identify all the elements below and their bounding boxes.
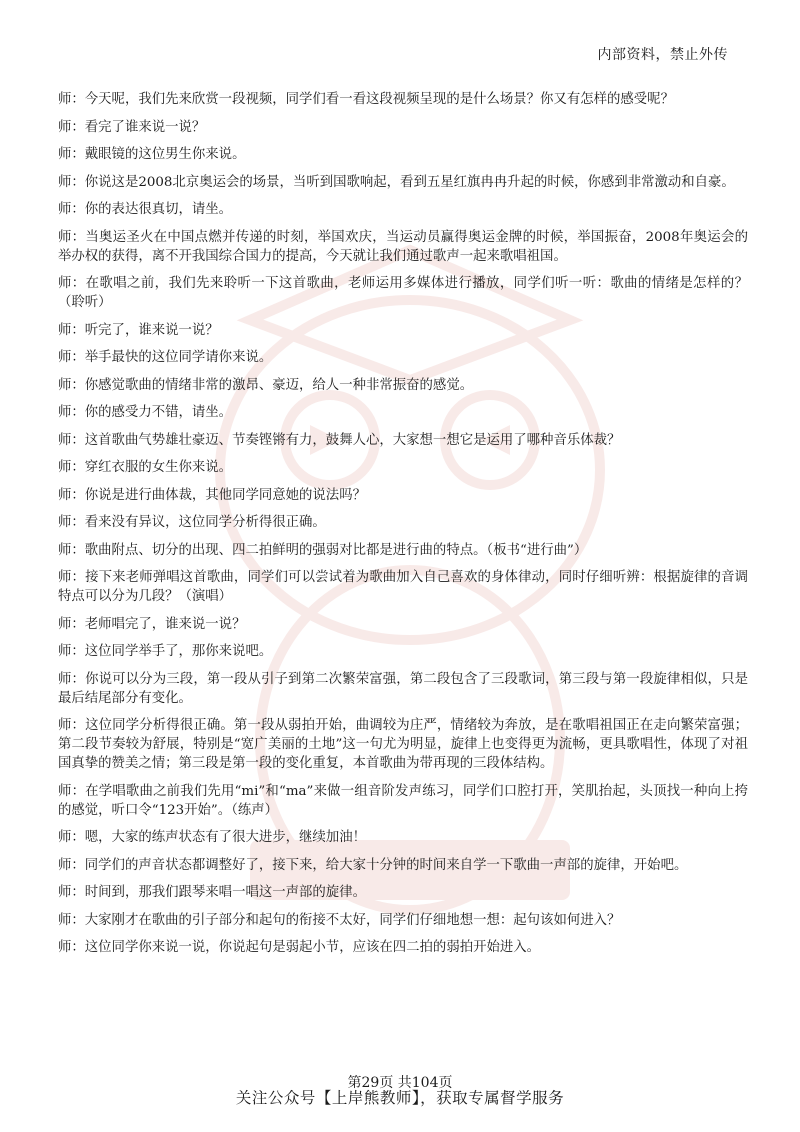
dialogue-line: 师：举手最快的这位同学请你来说。 [58, 350, 273, 365]
dialogue-line: 师：同学们的声音状态都调整好了，接下来，给大家十分钟的时间来自学一下歌曲一声部的旋律，开始吧。 [58, 857, 688, 873]
confidential-note: 内部资料，禁止外传 [597, 47, 728, 63]
dialogue-line: 师：你的表达很真切，请坐。 [58, 202, 233, 217]
dialogue-line: 师：接下来老师弹唱这首歌曲，同学们可以尝试着为歌曲加入自己喜欢的身体律动，同时仔细听辨：根据旋律的音调特点可以分为几段？（演唱） [58, 570, 748, 604]
dialogue-line: 师：这首歌曲气势雄壮豪迈、节奏铿锵有力，鼓舞人心，大家想一想它是运用了哪种音乐体裁？ [58, 432, 621, 448]
dialogue-line: 师：听完了，谁来说一说？ [58, 322, 219, 338]
dialogue-line: 师：大家刚才在歌曲的引子部分和起句的衔接不太好，同学们仔细地想一想：起句该如何进入？ [58, 912, 621, 928]
dialogue-line: 师：戴眼镜的这位男生你来说。 [58, 147, 246, 162]
dialogue-line: 师：时间到，那我们跟琴来唱一唱这一声部的旋律。 [58, 885, 366, 900]
dialogue-line: 师：你说这是2008北京奥运会的场景，当听到国歌响起，看到五星红旗冉冉升起的时候，你感到非常激动和自豪。 [58, 174, 735, 190]
dialogue-line: 师：老师唱完了，谁来说一说？ [58, 616, 246, 632]
page-number: 第29页 共104页 [347, 1075, 453, 1091]
dialogue-line: 师：今天呢，我们先来欣赏一段视频，同学们看一看这段视频呈现的是什么场景？你又有怎样的感受呢？ [58, 92, 674, 107]
dialogue-line: 师：嗯，大家的练声状态有了很大进步，继续加油！ [58, 830, 366, 845]
dialogue-line: 师：你说是进行曲体裁，其他同学同意她的说法吗？ [58, 487, 366, 503]
dialogue-line: 师：你的感受力不错，请坐。 [58, 405, 233, 420]
dialogue-line: 师：这位同学举手了，那你来说吧。 [58, 644, 273, 659]
promo-text: 关注公众号【上岸熊教师】，获取专属督学服务 [235, 1089, 565, 1107]
dialogue-line: 师：穿红衣服的女生你来说。 [58, 460, 233, 475]
dialogue-line: 师：看完了谁来说一说？ [58, 119, 206, 135]
dialogue-line: 师：在歌唱之前，我们先来聆听一下这首歌曲，老师运用多媒体进行播放，同学们听一听：歌曲的情绪是怎样的？（聆听） [58, 276, 748, 310]
dialogue-body [58, 90, 748, 966]
dialogue-line: 师：当奥运圣火在中国点燃并传递的时刻，举国欢庆，当运动员赢得奥运金牌的时候，举国振奋，2008年奥运会的举办权的获得，离不开我国综合国力的提高，今天就让我们通过歌声一起来歌唱祖国。 [58, 229, 748, 264]
dialogue-line: 师：在学唱歌曲之前我们先用“mi”和“ma”来做一组音阶发声练习，同学们口腔打开，笑肌抬起，头顶找一种向上挎的感觉，听口令“123开始”。（练声） [58, 783, 748, 818]
dialogue-line: 师：这位同学分析得很正确。第一段从弱拍开始，曲调较为庄严，情绪较为奔放，是在歌唱祖国正在走向繁荣富强；第二段节奏较为舒展，特别是“宽广美丽的土地”这一句尤为明显，旋律上也变得更为流畅，更具歌唱性，体现了对祖国真挚的赞美之情；第三段是第一段的变化重复，本首歌曲为带再现的三段体结构。 [58, 718, 748, 771]
dialogue-line: 师：这位同学你来说一说，你说起句是弱起小节，应该在四二拍的弱拍开始进入。 [58, 940, 541, 955]
dialogue-line: 师：你说可以分为三段，第一段从引子到第二次繁荣富强，第二段包含了三段歌词，第三段与第一段旋律相似，只是最后结尾部分有变化。 [58, 671, 748, 706]
dialogue-line: 师：看来没有异议，这位同学分析得很正确。 [58, 515, 326, 530]
dialogue-line: 师：歌曲附点、切分的出现、四二拍鲜明的强弱对比都是进行曲的特点。（板书“进行曲”） [58, 542, 588, 558]
dialogue-line: 师：你感觉歌曲的情绪非常的激昂、豪迈，给人一种非常振奋的感觉。 [58, 377, 474, 393]
